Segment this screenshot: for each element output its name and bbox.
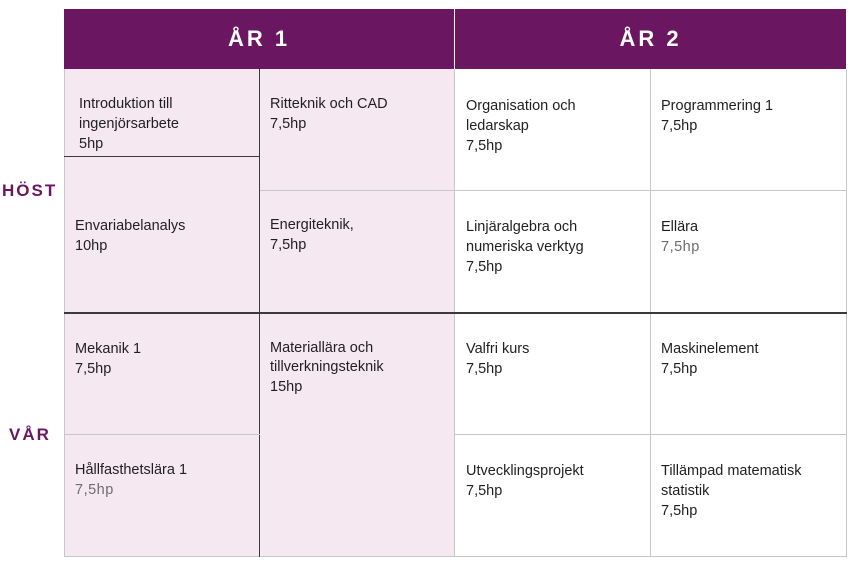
course-name: Materiallära och tillverkningsteknik	[270, 340, 384, 375]
term-label-spring: VÅR	[9, 425, 51, 444]
course-credits: 7,5hp	[270, 237, 307, 253]
course-programmering	[650, 96, 840, 136]
course-name: Programmering 1	[661, 98, 774, 114]
course-name: Mekanik 1	[75, 341, 142, 357]
course-credits: 7,5hp	[661, 361, 698, 377]
course-energiteknik	[259, 215, 449, 255]
course-credits: 7,5hp	[75, 361, 112, 377]
course-credits: 5hp	[79, 136, 104, 152]
course-name: Utvecklingsprojekt	[466, 463, 584, 479]
year2-header	[455, 9, 846, 69]
course-ellara	[650, 217, 840, 257]
term-label-autumn: HÖST	[2, 181, 58, 200]
course-credits: 10hp	[75, 238, 108, 254]
course-name: Envariabelanalys	[75, 218, 186, 234]
course-name: Energiteknik,	[270, 217, 354, 233]
course-credits: 7,5hp	[75, 482, 114, 498]
course-maskin	[650, 339, 840, 379]
course-name: Organisation och ledarskap	[466, 98, 576, 134]
row-divider-spring-col1	[64, 434, 260, 435]
course-credits: 7,5hp	[466, 259, 503, 275]
course-credits: 15hp	[270, 379, 303, 395]
course-ritteknik	[259, 94, 449, 134]
course-name: Linjäralgebra och numeriska verktyg	[466, 219, 584, 255]
course-utveckling	[455, 461, 645, 501]
header-divider	[454, 9, 455, 69]
course-credits: 7,5hp	[466, 483, 503, 499]
course-name: Tillämpad matematisk statistik	[661, 463, 802, 499]
course-organisation	[455, 96, 645, 156]
course-credits: 7,5hp	[270, 116, 307, 132]
course-hallfasthet	[64, 460, 254, 500]
course-envariabel	[64, 216, 254, 256]
course-credits: 7,5hp	[661, 118, 698, 134]
row-divider-autumn	[260, 190, 847, 191]
course-material	[259, 339, 449, 397]
course-name: Introduktion till ingenjörsarbete	[79, 96, 179, 132]
course-name: Maskinelement	[661, 341, 759, 357]
term-divider	[64, 312, 847, 314]
course-intro	[68, 94, 248, 154]
course-credits: 7,5hp	[466, 138, 503, 154]
outer-bottom-border	[64, 556, 847, 557]
year1-header	[64, 9, 454, 69]
course-name: Hållfasthetslära 1	[75, 462, 188, 478]
year1-header-label: ÅR 1	[227, 26, 291, 51]
course-credits: 7,5hp	[661, 239, 700, 255]
course-linjar	[455, 217, 645, 277]
year2-header-label: ÅR 2	[619, 26, 682, 51]
course-name: Ellära	[661, 219, 699, 235]
course-valfri	[455, 339, 645, 379]
course-credits: 7,5hp	[466, 361, 503, 377]
course-name: Valfri kurs	[466, 341, 530, 357]
row-divider-spring-year2	[455, 434, 847, 435]
course-mekanik	[64, 339, 254, 379]
course-tillampad	[650, 461, 840, 521]
row-divider-intro	[64, 156, 260, 157]
course-name: Ritteknik och CAD	[270, 96, 388, 112]
course-credits: 7,5hp	[661, 503, 698, 519]
